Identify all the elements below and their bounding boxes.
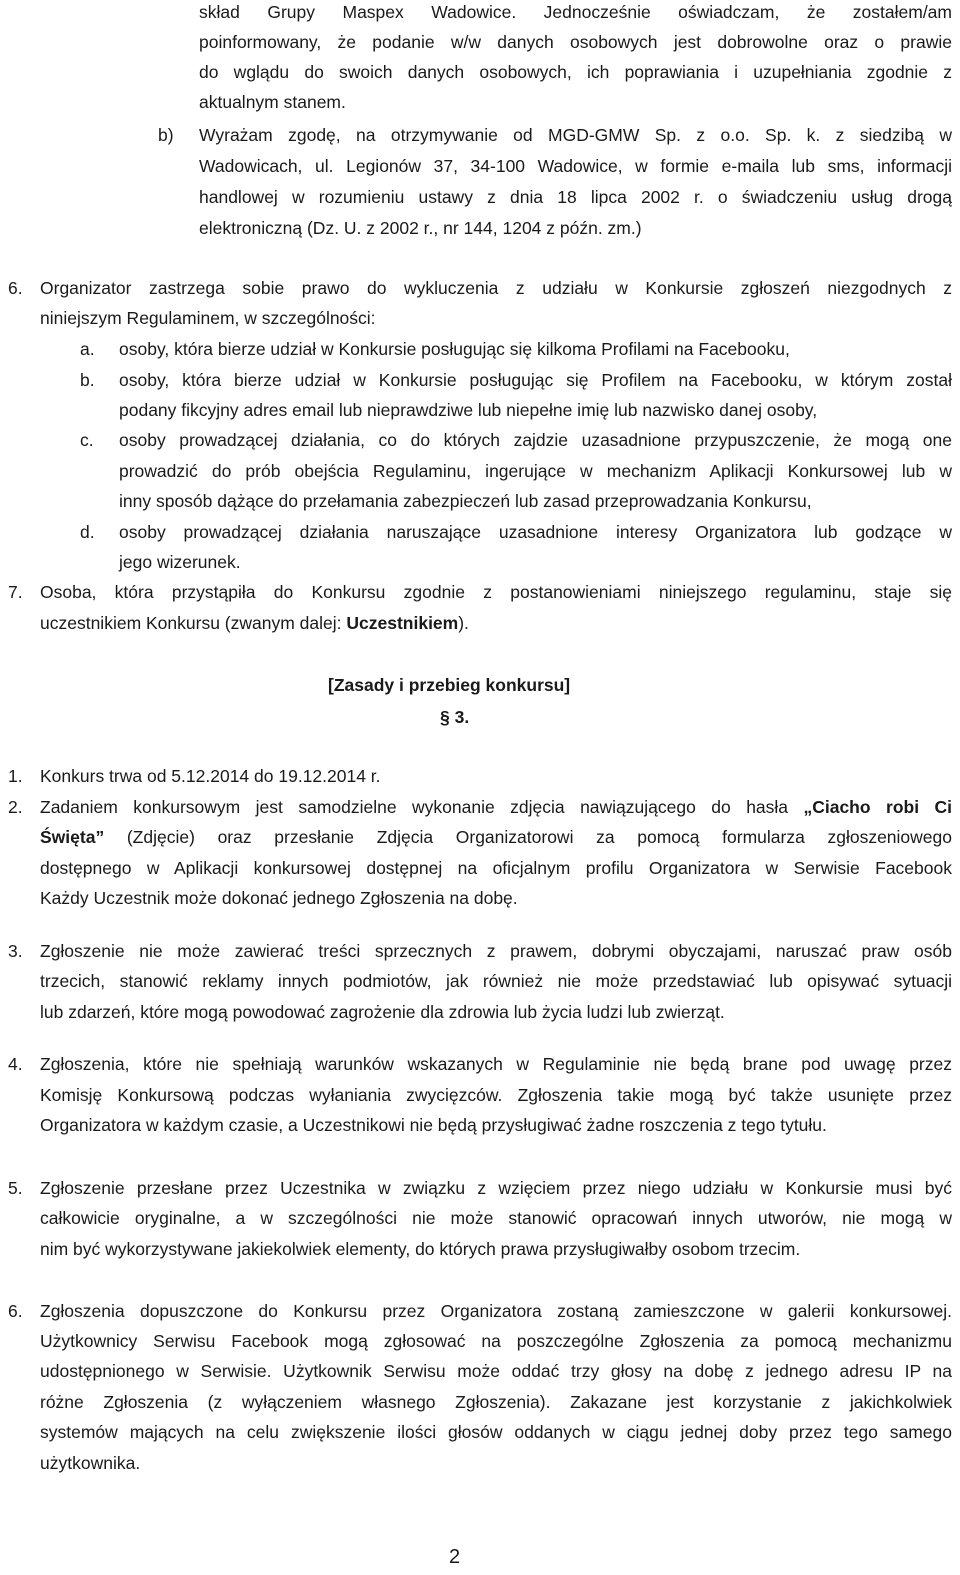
list-marker: b) — [158, 125, 174, 145]
rule-line: dostępnego w Aplikacji konkursowej dostępnej na oficjalnym profilu Organizatora w Serwisie Facebook — [40, 858, 952, 878]
list-item-line: Osoba, która przystąpiła do Konkursu zgodnie z postanowieniami niniejszego regulaminu, staje się — [40, 582, 952, 602]
list-marker: 6. — [8, 278, 23, 298]
sublist-marker: d. — [80, 522, 95, 542]
paragraph-line: aktualnym stanem. — [199, 92, 346, 112]
rule-line: Święta” (Zdjęcie) oraz przesłanie Zdjęcia Organizatorowi za pomocą formularza zgłoszeniowego — [40, 827, 952, 847]
list-item-line: Wadowicach, ul. Legionów 37, 34-100 Wadowice, w formie e-maila lub sms, informacji — [199, 156, 952, 176]
sublist-line: osoby, która bierze udział w Konkursie posługując się Profilem na Facebooku, w którym został — [119, 370, 952, 390]
rule-line: systemów mających na celu zwiększenie ilości głosów oddanych w ciągu jednej doby przez tego samego — [40, 1422, 952, 1442]
rule-line: różne Zgłoszenia (z wyłączeniem własnego Zgłoszenia). Zakazane jest korzystanie z jakichkolwiek — [40, 1392, 952, 1412]
rule-line: Użytkownicy Serwisu Facebook mogą zgłosować na poszczególne Zgłoszenia za pomocą mechanizmu — [40, 1331, 952, 1351]
rule-line: Konkurs trwa od 5.12.2014 do 19.12.2014 r. — [40, 766, 381, 786]
rule-line: Zgłoszenia dopuszczone do Konkursu przez Organizatora zostaną zamieszczone w galerii konkursowej. — [40, 1301, 952, 1321]
rule-line: Zgłoszenie nie może zawierać treści sprzecznych z prawem, dobrymi obyczajami, naruszać praw osób — [40, 941, 952, 961]
rule-marker: 1. — [8, 766, 23, 786]
rule-line: całkowicie oryginalne, a w szczególności nie może stanowić opracowań innych utworów, nie mogą w — [40, 1208, 952, 1228]
list-item-line: niniejszym Regulaminem, w szczególności: — [40, 308, 376, 328]
rule-line: lub zdarzeń, które mogą powodować zagrożenie dla zdrowia lub życia ludzi lub zwierząt. — [40, 1002, 725, 1022]
section-title: [Zasady i przebieg konkursu] — [328, 675, 571, 695]
list-item-line: uczestnikiem Konkursu (zwanym dalej: Uczestnikiem). — [40, 613, 469, 633]
rule-line: Zadaniem konkursowym jest samodzielne wykonanie zdjęcia nawiązującego do hasła „Ciacho robi Ci — [40, 797, 952, 817]
paragraph-line: poinformowany, że podanie w/w danych osobowych jest dobrowolne oraz o prawie — [199, 32, 952, 52]
sublist-line: jego wizerunek. — [119, 552, 241, 572]
page-number: 2 — [449, 1546, 461, 1568]
list-item-line: handlowej w rozumieniu ustawy z dnia 18 lipca 2002 r. o świadczeniu usług drogą — [199, 187, 952, 207]
sublist-line: prowadzić do prób obejścia Regulaminu, ingerujące w mechanizm Aplikacji Konkursowej lub w — [119, 461, 952, 481]
list-marker: 7. — [8, 582, 23, 602]
defined-term: Uczestnikiem — [346, 613, 459, 633]
section-number: § 3. — [440, 707, 470, 727]
sublist-marker: b. — [80, 370, 95, 390]
rule-line: Każdy Uczestnik może dokonać jednego Zgłoszenia na dobę. — [40, 888, 518, 908]
rule-marker: 4. — [8, 1054, 23, 1074]
rule-line: Komisję Konkursową podczas wyłaniania zwycięzców. Zgłoszenia takie mogą być także usunięte przez — [40, 1085, 952, 1105]
rule-line: Zgłoszenia, które nie spełniają warunków wskazanych w Regulaminie nie będą brane pod uwagę przez — [40, 1054, 952, 1074]
list-item-line: Wyrażam zgodę, na otrzymywanie od MGD-GMW Sp. z o.o. Sp. k. z siedzibą w — [199, 125, 952, 145]
rule-line: udostępnionego w Serwisie. Użytkownik Serwisu może oddać trzy głosy na dobę z jednego adresu IP na — [40, 1361, 952, 1381]
sublist-marker: c. — [80, 430, 94, 450]
list-item-line: Organizator zastrzega sobie prawo do wykluczenia z udziału w Konkursie zgłoszeń niezgodnych z — [40, 278, 952, 298]
sublist-marker: a. — [80, 339, 95, 359]
rule-line: Organizatora w każdym czasie, a Uczestnikowi nie będą przysługiwać żadne roszczenia z tego tytułu. — [40, 1115, 827, 1135]
sublist-line: podany fikcyjny adres email lub nieprawdziwe lub niepełne imię lub nazwisko danej osoby, — [119, 400, 818, 420]
rule-marker: 2. — [8, 797, 23, 817]
list-item-line: elektroniczną (Dz. U. z 2002 r., nr 144, 1204 z późn. zm.) — [199, 218, 642, 238]
sublist-line: osoby prowadzącej działania naruszające uzasadnione interesy Organizatora lub godzące w — [119, 522, 952, 542]
paragraph-line: skład Grupy Maspex Wadowice. Jednocześnie oświadczam, że zostałem/am — [199, 2, 952, 22]
rule-line: nim być wykorzystywane jakiekolwiek elementy, do których prawa przysługiwałby osobom trzecim. — [40, 1239, 801, 1259]
rule-marker: 6. — [8, 1301, 23, 1321]
rule-line: Zgłoszenie przesłane przez Uczestnika w związku z wzięciem przez niego udziału w Konkursie musi być — [40, 1178, 952, 1198]
rule-marker: 5. — [8, 1178, 23, 1198]
contest-slogan: „Ciacho robi Ci — [803, 797, 952, 817]
contest-slogan: Święta” — [40, 827, 105, 847]
paragraph-line: do wglądu do swoich danych osobowych, ich poprawiania i uzupełniania zgodnie z — [199, 62, 952, 82]
rule-line: trzecich, stanowić reklamy innych podmiotów, jak również nie może przedstawiać lub opisywać sytuacji — [40, 971, 952, 991]
rule-marker: 3. — [8, 941, 23, 961]
sublist-line: osoby, która bierze udział w Konkursie posługując się kilkoma Profilami na Facebooku, — [119, 339, 790, 359]
sublist-line: inny sposób dążące do przełamania zabezpieczeń lub zasad przeprowadzania Konkursu, — [119, 491, 812, 511]
rule-line: użytkownika. — [40, 1453, 141, 1473]
sublist-line: osoby prowadzącej działania, co do których zajdzie uzasadnione przypuszczenie, że mogą one — [119, 430, 952, 450]
